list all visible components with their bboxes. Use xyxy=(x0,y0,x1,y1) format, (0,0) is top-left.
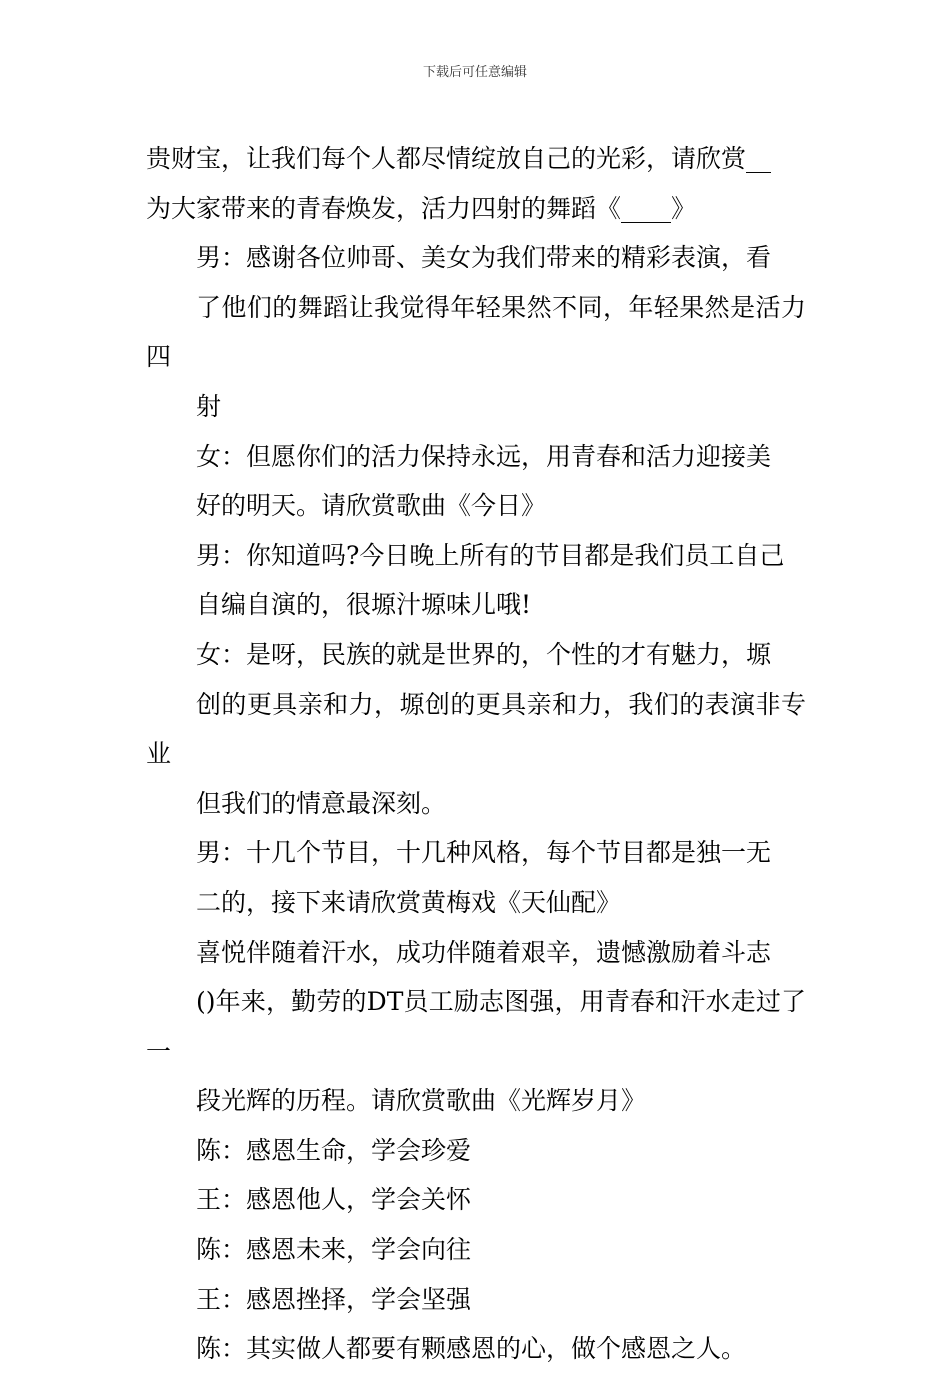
text-line: 但我们的情意最深刻。 xyxy=(196,788,447,818)
paragraph xyxy=(146,928,806,1126)
document-body xyxy=(146,134,806,1374)
text-line: 女：是呀，民族的就是世界的，个性的才有魅力，塬 xyxy=(196,639,772,669)
text-line: 创的更具亲和力，塬创的更具亲和力，我们的表演非专业 xyxy=(146,689,806,769)
paragraph xyxy=(146,1275,806,1325)
text-line: 陈：其实做人都要有颗感恩的心，做个感恩之人。 xyxy=(196,1334,747,1364)
text-line: 王：感恩挫择，学会坚强 xyxy=(196,1284,472,1314)
paragraph xyxy=(146,828,806,927)
text-line: 男：感谢各位帅哥、美女为我们带来的精彩表演，看 xyxy=(196,243,772,273)
paragraph xyxy=(146,1324,806,1374)
paragraph xyxy=(146,233,806,431)
paragraph xyxy=(146,1126,806,1176)
page-header: 下载后可任意编辑 xyxy=(422,65,527,80)
text-line: 段光辉的历程。请欣赏歌曲《光辉岁月》 xyxy=(196,1086,647,1116)
text-line: 男：你知道吗?今日晚上所有的节目都是我们员工自己 xyxy=(196,540,785,570)
text-line: 男：十几个节目，十几种风格，每个节目都是独一无 xyxy=(196,838,772,868)
text-line: 好的明天。请欣赏歌曲《今日》 xyxy=(196,491,547,521)
paragraph xyxy=(146,432,806,531)
text-line: 陈：感恩未来，学会向往 xyxy=(196,1235,472,1265)
text-line: 自编自演的，很塬汁塬味儿哦! xyxy=(196,590,532,620)
text-line: 贵财宝，让我们每个人都尽情绽放自己的光彩，请欣赏__ xyxy=(146,144,772,173)
text-line: 为大家带来的青春焕发，活力四射的舞蹈《____》 xyxy=(146,193,697,223)
text-line: 女：但愿你们的活力保持永远，用青春和活力迎接美 xyxy=(196,441,772,471)
paragraph xyxy=(146,134,806,233)
paragraph xyxy=(146,1225,806,1275)
text-line: 了他们的舞蹈让我觉得年轻果然不同，年轻果然是活力四 xyxy=(146,292,806,372)
text-line: 王：感恩他人，学会关怀 xyxy=(196,1185,472,1215)
paragraph xyxy=(146,630,806,828)
text-line: 射 xyxy=(196,391,222,421)
paragraph xyxy=(146,531,806,630)
text-line: ()年来，勤劳的DT员工励志图强，用青春和汗水走过了一 xyxy=(146,987,806,1066)
paragraph xyxy=(146,1175,806,1225)
text-line: 二的，接下来请欣赏黄梅戏《天仙配》 xyxy=(196,887,622,917)
text-line: 陈：感恩生命，学会珍爱 xyxy=(196,1135,472,1165)
text-line: 喜悦伴随着汗水，成功伴随着艰辛，遗憾激励着斗志 xyxy=(196,937,772,967)
